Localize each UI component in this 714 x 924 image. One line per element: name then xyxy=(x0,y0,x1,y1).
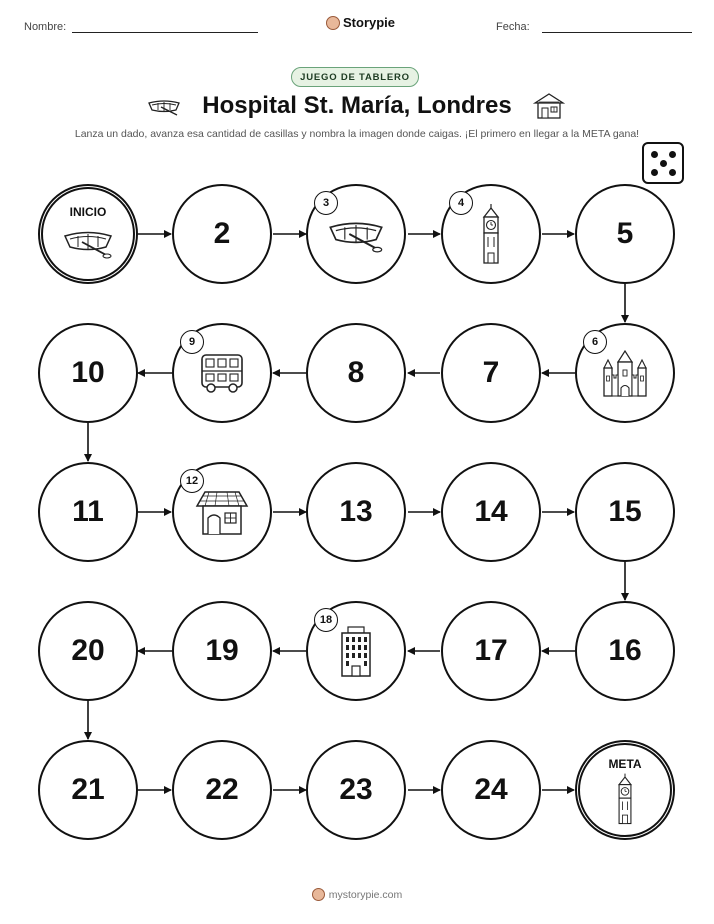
page-title: Hospital St. María, Londres xyxy=(202,92,512,119)
space-number: 11 xyxy=(72,495,104,528)
board-space-15[interactable] xyxy=(575,462,675,562)
start-label: INICIO xyxy=(69,205,107,219)
space-number-badge: 9 xyxy=(180,330,204,354)
footer xyxy=(0,888,714,901)
office-building-icon xyxy=(338,624,374,678)
space-number: 19 xyxy=(205,634,239,667)
space-number: 16 xyxy=(608,634,642,667)
game-type-tag: JUEGO DE TABLERO xyxy=(291,67,419,87)
footer-url[interactable]: mystorypie.com xyxy=(328,888,403,901)
board-space-17[interactable] xyxy=(441,601,541,701)
board-space-10[interactable] xyxy=(38,323,138,423)
space-number: 8 xyxy=(347,356,365,389)
rowboat-icon xyxy=(326,215,386,253)
space-number-badge: 12 xyxy=(180,469,204,493)
board-space-start[interactable] xyxy=(38,184,138,284)
board-space-20[interactable] xyxy=(38,601,138,701)
space-number: 14 xyxy=(474,495,508,528)
clock-tower-icon xyxy=(614,772,636,826)
space-number: 7 xyxy=(482,356,500,389)
space-number: 20 xyxy=(71,634,105,667)
goal-label: META xyxy=(608,757,642,771)
name-label: Nombre: xyxy=(24,21,67,33)
space-number: 23 xyxy=(339,773,373,806)
storypie-logo-icon xyxy=(312,888,325,901)
castle-icon xyxy=(600,348,650,398)
space-number-badge: 3 xyxy=(314,191,338,215)
board-space-8[interactable] xyxy=(306,323,406,423)
double-decker-bus-icon xyxy=(199,352,245,394)
board-space-2[interactable] xyxy=(172,184,272,284)
board-space-5[interactable] xyxy=(575,184,675,284)
space-number: 13 xyxy=(339,495,373,528)
board-space-13[interactable] xyxy=(306,462,406,562)
space-number: 15 xyxy=(608,495,642,528)
space-number-badge: 6 xyxy=(583,330,607,354)
board-space-7[interactable] xyxy=(441,323,541,423)
board-space-goal[interactable] xyxy=(575,740,675,840)
space-number: 10 xyxy=(71,356,105,389)
space-number: 21 xyxy=(71,773,105,806)
space-number-badge: 4 xyxy=(449,191,473,215)
brand-name: Storypie xyxy=(343,15,396,30)
instructions: Lanza un dado, avanza esa cantidad de casillas y nombra la imagen donde caigas. ¡El primero en llegar a la META gana! xyxy=(74,128,640,140)
board-space-22[interactable] xyxy=(172,740,272,840)
space-number: 5 xyxy=(616,217,634,250)
space-number: 2 xyxy=(213,217,231,250)
board-space-23[interactable] xyxy=(306,740,406,840)
board-space-14[interactable] xyxy=(441,462,541,562)
board-space-21[interactable] xyxy=(38,740,138,840)
space-number: 22 xyxy=(205,773,239,806)
board-space-19[interactable] xyxy=(172,601,272,701)
board-space-24[interactable] xyxy=(441,740,541,840)
house-icon xyxy=(195,488,249,536)
date-label: Fecha: xyxy=(496,21,530,33)
rowboat-icon xyxy=(62,225,114,259)
space-number: 17 xyxy=(474,634,508,667)
clock-tower-icon xyxy=(478,203,504,265)
space-number: 24 xyxy=(474,773,508,806)
board-space-11[interactable] xyxy=(38,462,138,562)
board-space-16[interactable] xyxy=(575,601,675,701)
space-number-badge: 18 xyxy=(314,608,338,632)
